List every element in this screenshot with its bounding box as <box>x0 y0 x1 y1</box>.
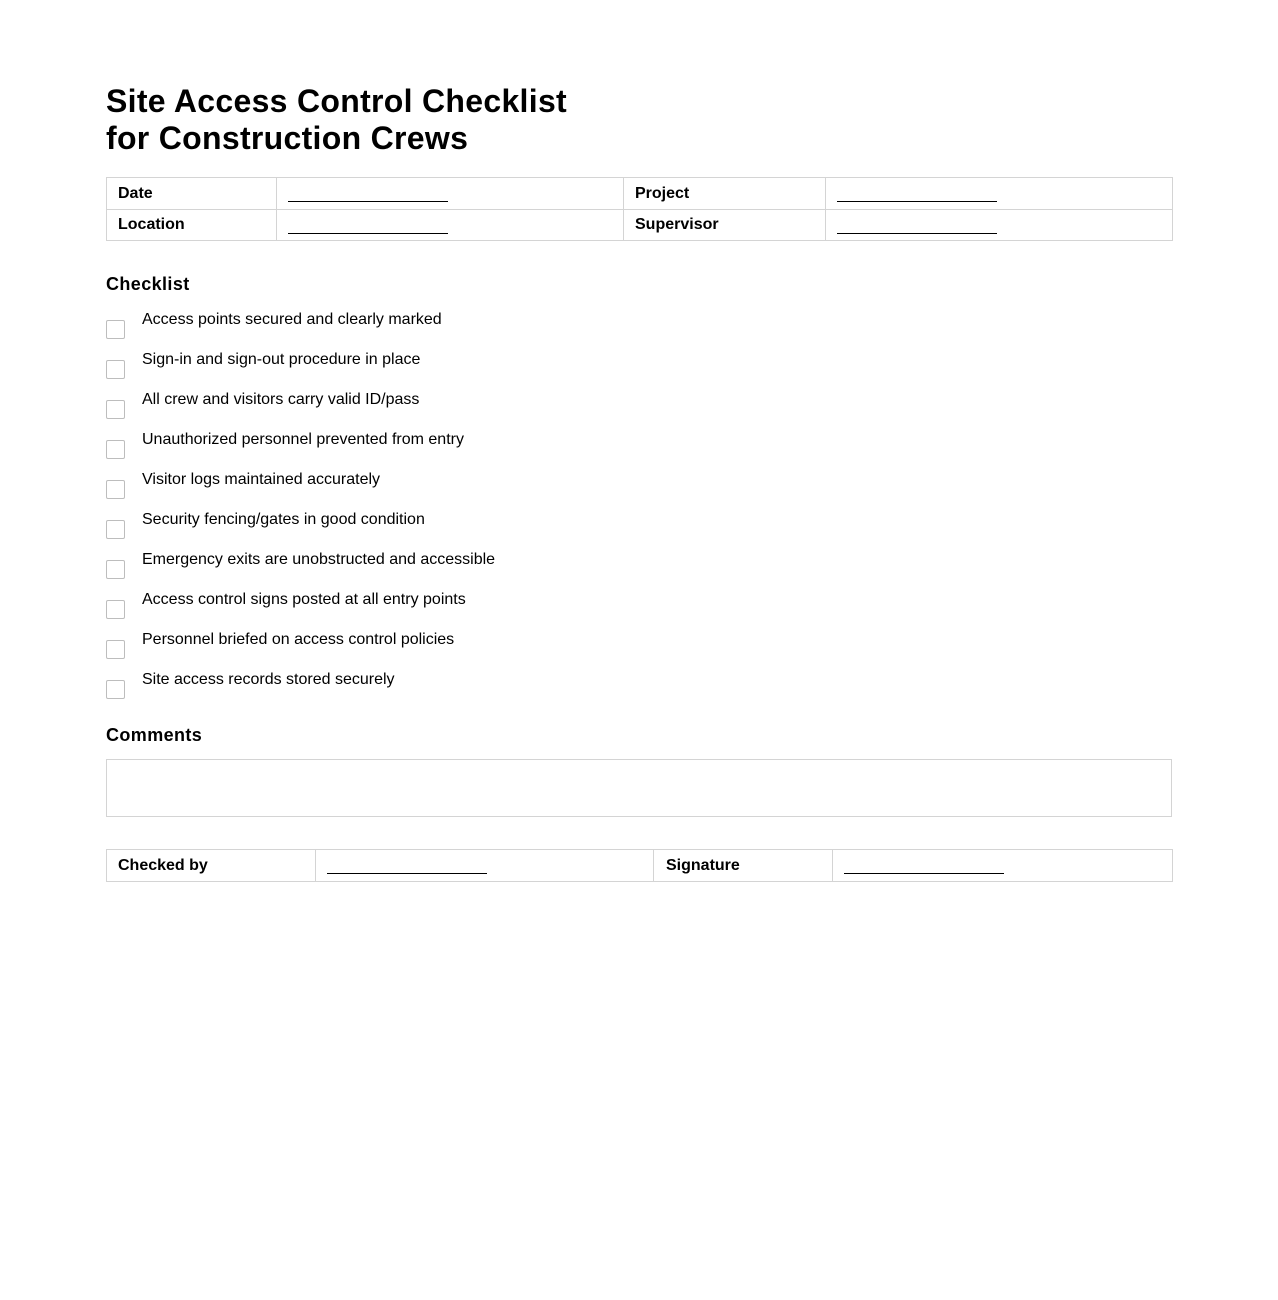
checklist-item <box>106 429 495 469</box>
checkbox[interactable] <box>106 520 125 539</box>
signature-label: Signature <box>654 850 833 882</box>
checklist-item-label: Emergency exits are unobstructed and accessible <box>142 551 496 568</box>
checkbox[interactable] <box>106 440 125 459</box>
location-label: Location <box>107 210 277 241</box>
checklist-item <box>106 509 495 549</box>
checklist-item <box>106 389 495 429</box>
supervisor-field[interactable] <box>826 210 1173 241</box>
comments-field[interactable] <box>106 759 1172 817</box>
comments-heading: Comments <box>106 725 203 745</box>
sign-off-row <box>107 850 1173 882</box>
checklist-item-label: All crew and visitors carry valid ID/pass <box>142 391 420 408</box>
checklist-item <box>106 549 495 589</box>
checklist-item <box>106 469 495 509</box>
checkbox[interactable] <box>106 480 125 499</box>
checkbox[interactable] <box>106 600 125 619</box>
checkbox[interactable] <box>106 360 125 379</box>
project-field[interactable] <box>826 178 1173 210</box>
checkbox[interactable] <box>106 680 125 699</box>
signature-field[interactable] <box>833 850 1173 882</box>
date-field[interactable] <box>277 178 624 210</box>
checkbox[interactable] <box>106 320 125 339</box>
title-line-1: Site Access Control Checklist <box>106 83 567 119</box>
checklist-item-label: Personnel briefed on access control policies <box>142 631 455 648</box>
checklist <box>106 309 495 709</box>
checklist-item-label: Visitor logs maintained accurately <box>142 471 381 488</box>
checklist-item <box>106 669 495 709</box>
checklist-item-label: Access control signs posted at all entry points <box>142 591 466 608</box>
checklist-item <box>106 589 495 629</box>
project-blank-line[interactable] <box>837 200 997 202</box>
location-field[interactable] <box>277 210 624 241</box>
supervisor-blank-line[interactable] <box>837 232 997 234</box>
checklist-heading: Checklist <box>106 274 190 294</box>
date-blank-line[interactable] <box>288 200 448 202</box>
signature-blank-line[interactable] <box>844 872 1004 874</box>
checklist-item-label: Security fencing/gates in good condition <box>142 511 425 528</box>
location-blank-line[interactable] <box>288 232 448 234</box>
sign-off-table <box>106 849 1173 882</box>
project-label: Project <box>624 178 826 210</box>
checkbox[interactable] <box>106 560 125 579</box>
checkbox[interactable] <box>106 640 125 659</box>
checklist-item-label: Site access records stored securely <box>142 671 395 688</box>
checklist-item-label: Unauthorized personnel prevented from entry <box>142 431 464 448</box>
date-label: Date <box>107 178 277 210</box>
checklist-item-label: Sign-in and sign-out procedure in place <box>142 351 421 368</box>
checkbox[interactable] <box>106 400 125 419</box>
header-row-date-project <box>107 178 1173 210</box>
checked-by-label: Checked by <box>107 850 316 882</box>
header-info-table <box>106 177 1173 241</box>
checklist-item <box>106 629 495 669</box>
checklist-item-label: Access points secured and clearly marked <box>142 311 442 328</box>
checked-by-blank-line[interactable] <box>327 872 487 874</box>
page-title <box>106 83 567 157</box>
checklist-item <box>106 349 495 389</box>
title-line-2: for Construction Crews <box>106 120 469 156</box>
checked-by-field[interactable] <box>316 850 654 882</box>
header-row-location-supervisor <box>107 210 1173 241</box>
checklist-item <box>106 309 495 349</box>
supervisor-label: Supervisor <box>624 210 826 241</box>
